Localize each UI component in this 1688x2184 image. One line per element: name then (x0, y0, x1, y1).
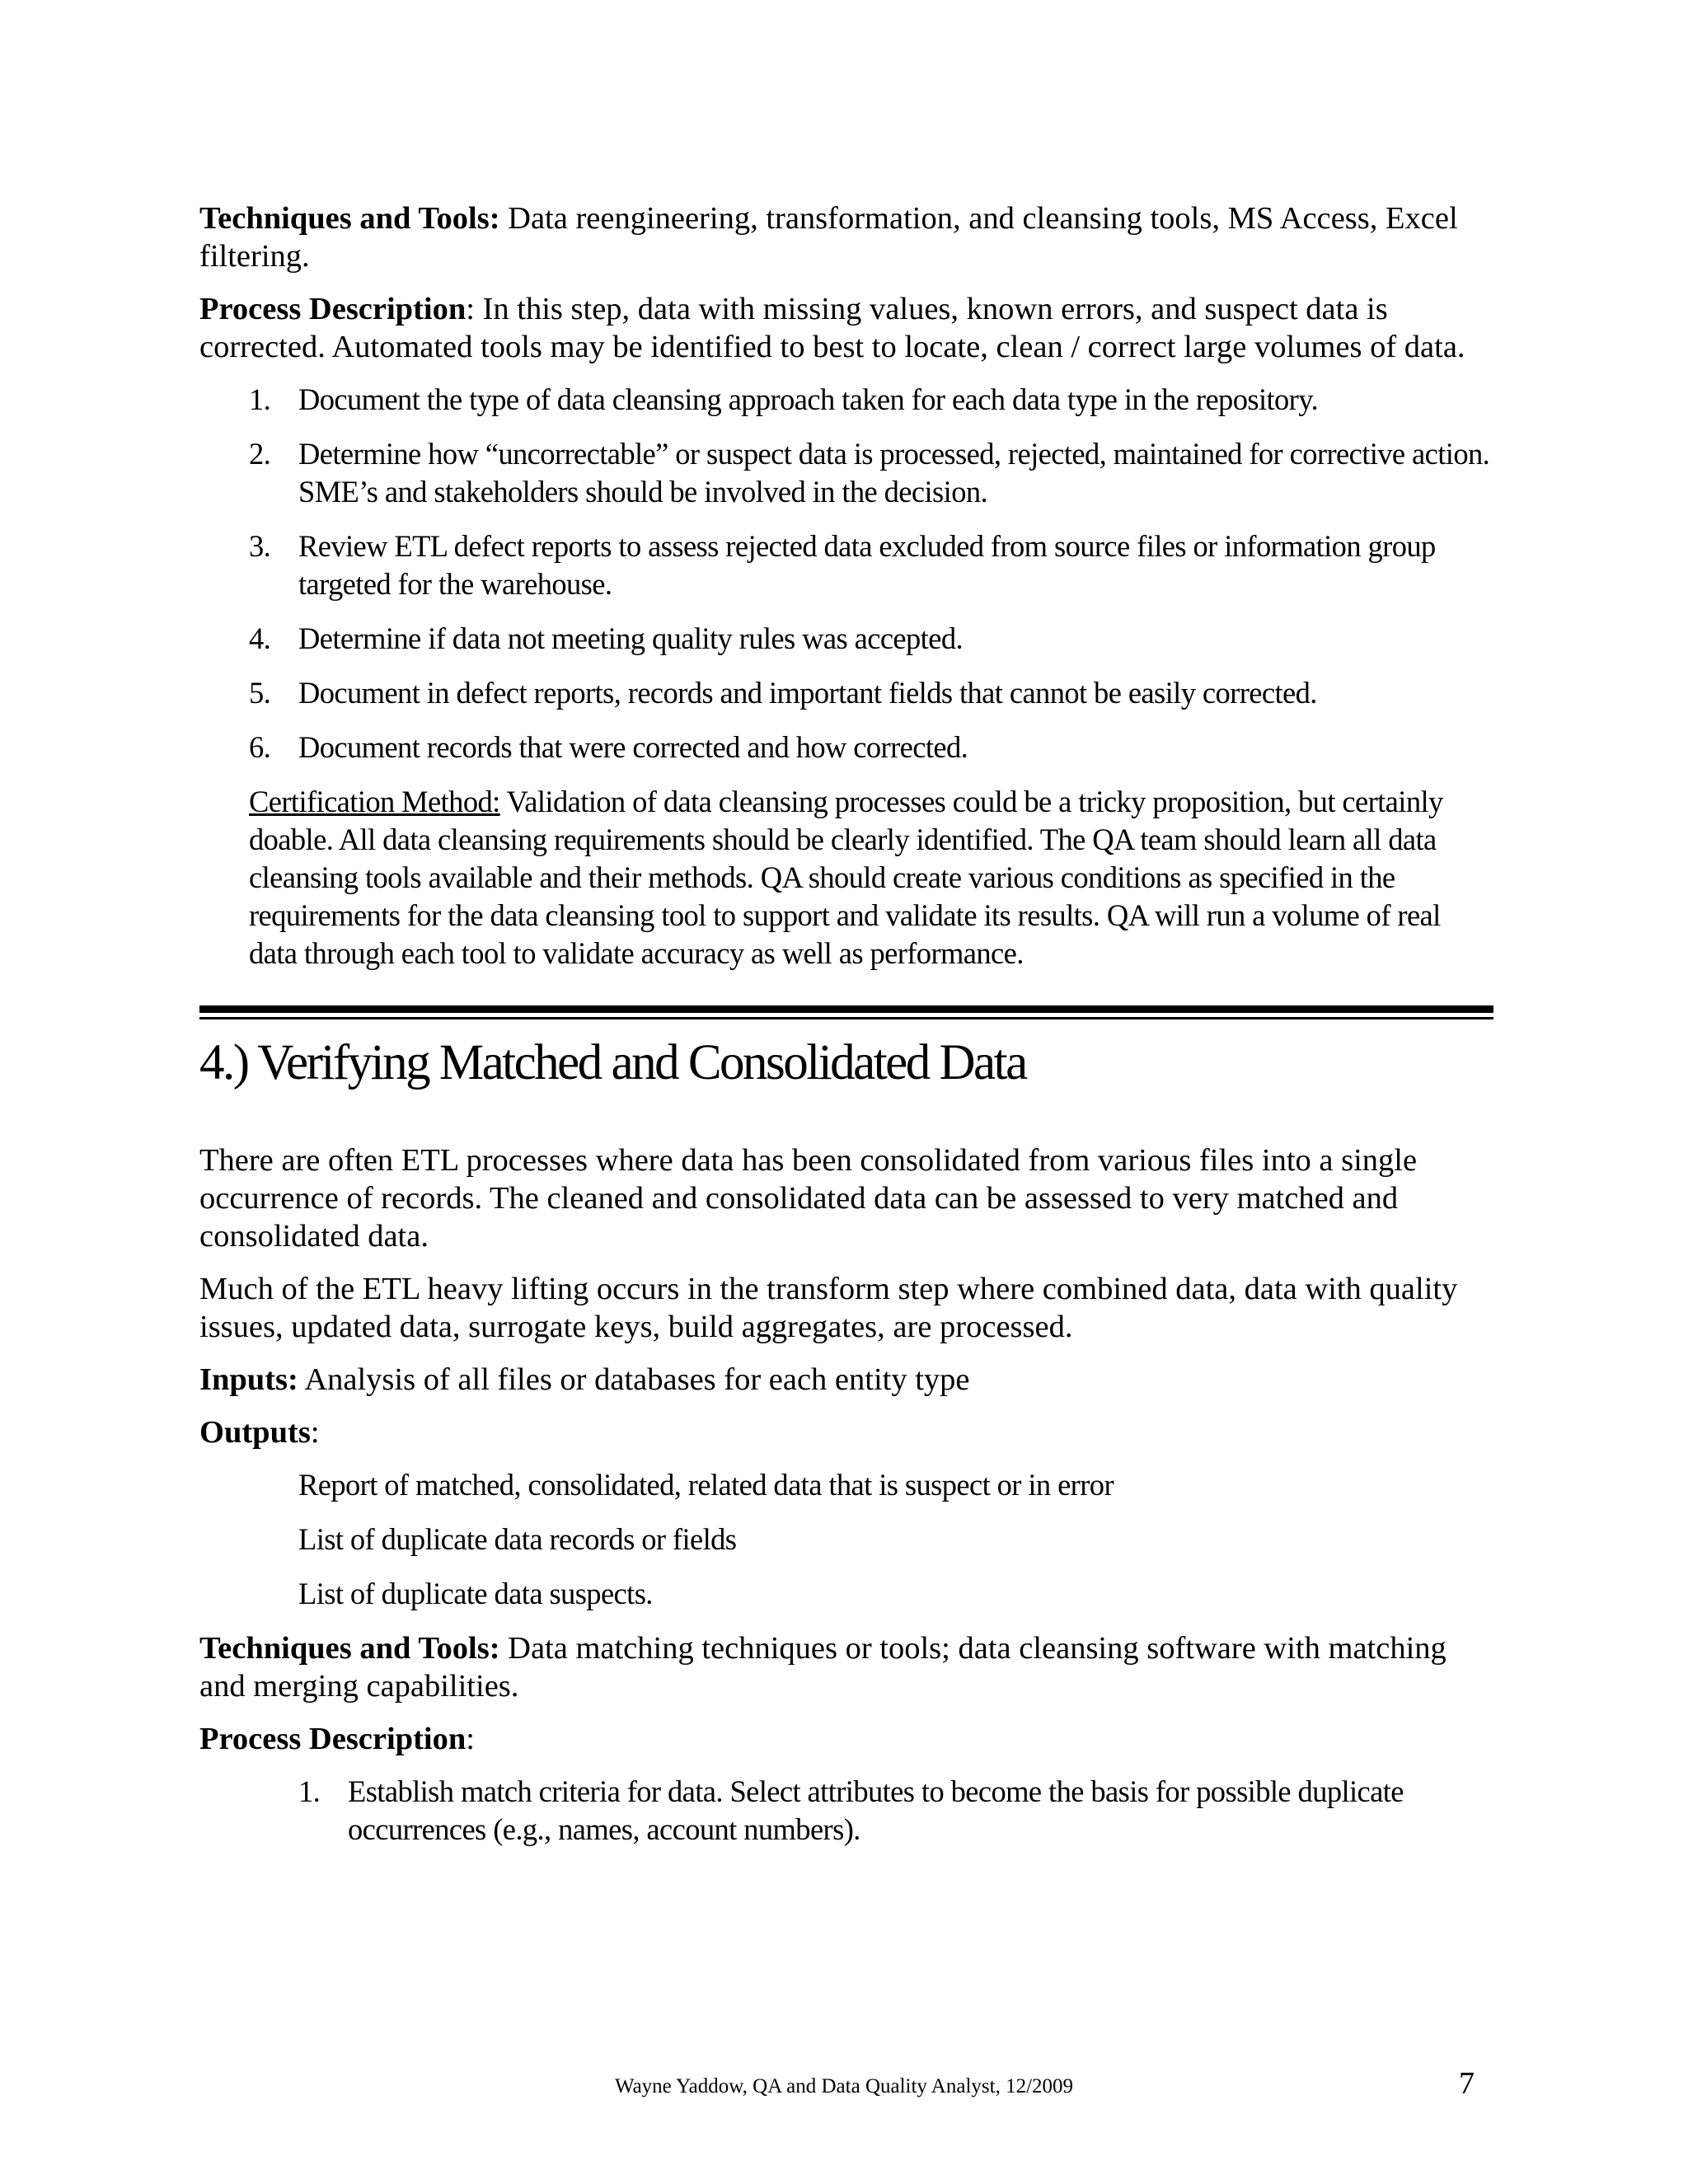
list-item-text: Document the type of data cleansing approach taken for each data type in the repository. (298, 382, 1319, 416)
list-item: List of duplicate data suspects. (298, 1577, 653, 1610)
certification-method-text: Validation of data cleansing processes could be a tricky proposition, but certainly doable. All data cleansing requirements should be clearly identified. The QA team should learn all data cleansing tools available and their methods. QA should create various conditions as specified in the requirements for the data cleansing tool to support and validate its results. QA will run a volume of real data through each tool to validate accuracy as well as performance. (249, 785, 1443, 970)
process-description-colon: : (466, 1722, 475, 1756)
techniques-tools-label-2: Techniques and Tools: (199, 1631, 500, 1666)
page-number: 7 (1459, 2066, 1475, 2101)
list-item (249, 381, 1493, 419)
list-item-text: Document in defect reports, records and important fields that cannot be easily corrected. (298, 676, 1317, 710)
list-item (249, 729, 1493, 766)
page-content (199, 199, 1493, 1849)
inputs-text: Analysis of all files or databases for each entity type (298, 1362, 970, 1397)
techniques-tools-label: Techniques and Tools: (199, 201, 500, 236)
outputs-label: Outputs (199, 1415, 311, 1450)
inputs-paragraph (199, 1361, 1493, 1399)
list-item (249, 674, 1493, 712)
section-heading: 4.) Verifying Matched and Consolidated Data (199, 1035, 1026, 1090)
list-item-number: 2. (249, 437, 271, 471)
section-divider-thick (199, 1005, 1493, 1013)
matching-steps-list (298, 1773, 1493, 1849)
list-item-number: 5. (249, 676, 271, 710)
list-item-number: 6. (249, 730, 271, 764)
certification-method-paragraph (249, 783, 1493, 972)
list-item-number: 1. (298, 1774, 321, 1808)
outputs-list (298, 1466, 1493, 1613)
section-divider-thin (199, 1017, 1493, 1019)
cleansing-steps-list (249, 381, 1493, 766)
inputs-label: Inputs: (199, 1362, 298, 1397)
list-item-text: Review ETL defect reports to assess rejected data excluded from source files or information group targeted for the warehouse. (298, 529, 1436, 601)
process-description-label-2: Process Description (199, 1722, 467, 1756)
list-item (298, 1773, 1493, 1849)
list-item (249, 620, 1493, 658)
techniques-tools-text-2: Data matching techniques or tools; data cleansing software with matching and merging capabilities. (199, 1631, 1447, 1704)
list-item-text: Determine how “uncorrectable” or suspect data is processed, rejected, maintained for corrective action. SME’s and stakeholders should be involved in the decision. (298, 437, 1490, 509)
techniques-tools-paragraph-2 (199, 1629, 1493, 1705)
techniques-tools-text: Data reengineering, transformation, and cleansing tools, MS Access, Excel filtering. (199, 201, 1458, 274)
outputs-colon: : (310, 1415, 320, 1450)
process-description-text: : In this step, data with missing values, known errors, and suspect data is corrected. Automated tools may be identified to best to locate, clean / correct large volumes of data. (199, 292, 1465, 364)
process-description-paragraph-2 (199, 1720, 1493, 1758)
list-item-text: Document records that were corrected and how corrected. (298, 730, 968, 764)
list-item: List of duplicate data records or fields (298, 1522, 737, 1556)
list-item-number: 3. (249, 529, 271, 563)
outputs-paragraph (199, 1413, 1493, 1451)
list-item: Report of matched, consolidated, related data that is suspect or in error (298, 1468, 1114, 1502)
techniques-tools-paragraph (199, 199, 1493, 275)
process-description-label: Process Description (199, 292, 467, 326)
list-item-text: Establish match criteria for data. Select attributes to become the basis for possible duplicate occurrences (e.g., names, account numbers). (348, 1774, 1404, 1846)
certification-method-label: Certification Method: (249, 785, 500, 818)
list-item-text: Determine if data not meeting quality rules was accepted. (298, 621, 963, 655)
list-item-number: 4. (249, 621, 271, 655)
list-item (249, 527, 1493, 603)
page-footer: Wayne Yaddow, QA and Data Quality Analyst, 12/2009 (614, 2075, 1074, 2097)
list-item-number: 1. (249, 382, 271, 416)
etl-paragraph: Much of the ETL heavy lifting occurs in the transform step where combined data, data with quality issues, updated data, surrogate keys, build aggregates, are processed. (199, 1272, 1458, 1344)
intro-paragraph: There are often ETL processes where data has been consolidated from various files into a single occurrence of records. The cleaned and consolidated data can be assessed to very matched and consolidated data. (199, 1143, 1418, 1254)
process-description-paragraph (199, 290, 1493, 366)
list-item (249, 435, 1493, 511)
